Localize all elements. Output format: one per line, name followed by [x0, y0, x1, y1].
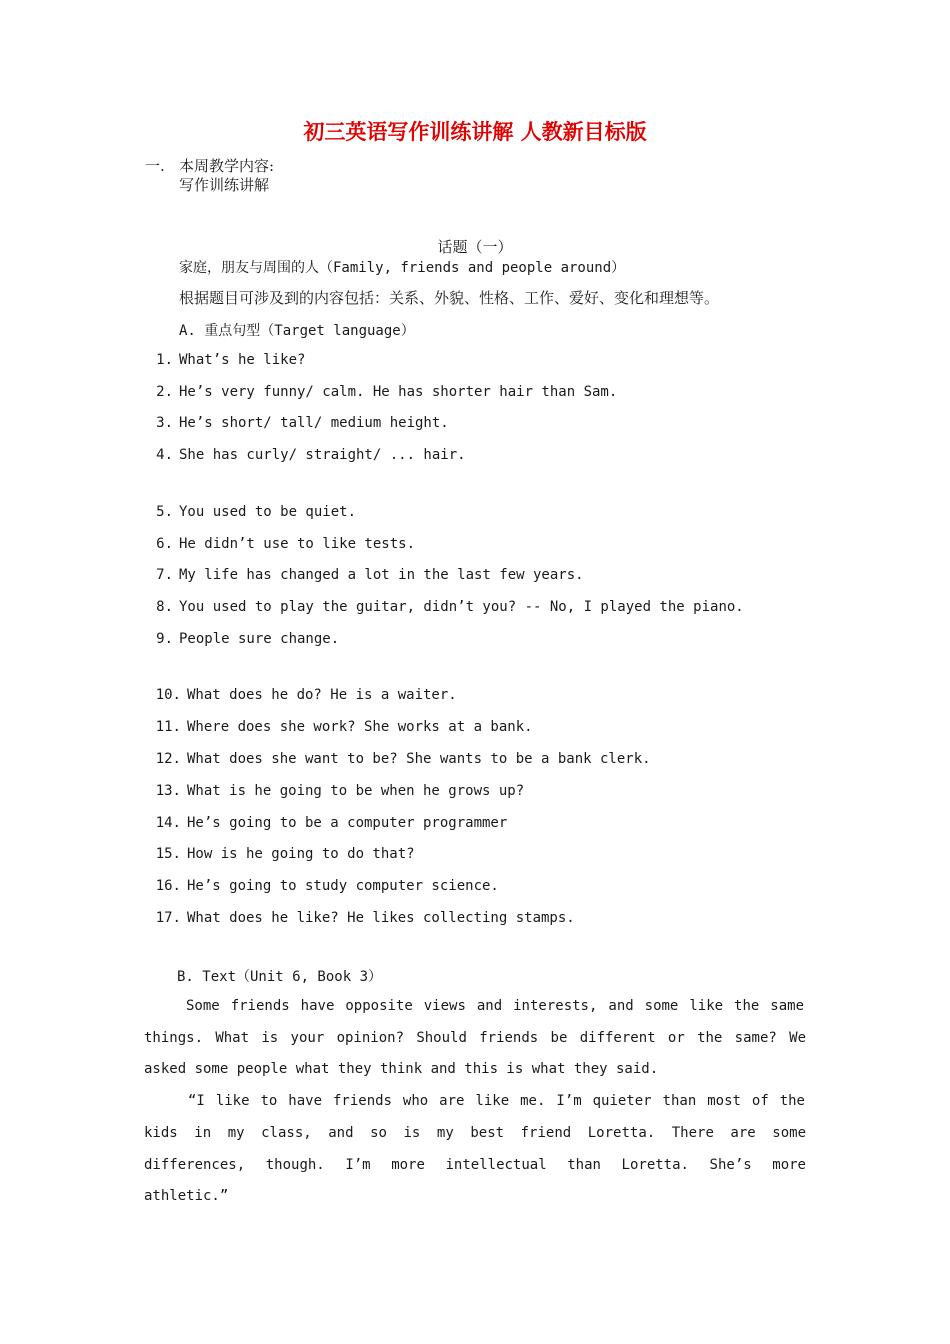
sentence-number: 8. — [156, 599, 173, 615]
section-heading: 本周教学内容: — [179, 157, 275, 175]
sentence-item — [147, 447, 466, 463]
part-b-heading: B. Text（Unit 6, Book 3） — [177, 969, 383, 985]
sentence-number: 17. — [155, 910, 181, 926]
sentence-item — [155, 910, 575, 926]
paragraph-text: Some friends have opposite views and interests, and some like the same — [186, 998, 804, 1014]
sentence-text: You used to play the guitar, didn’t you? -- No, I played the piano. — [179, 599, 744, 615]
paragraph-line: kids in my class, and so is my best friend Loretta. There are some — [144, 1125, 806, 1141]
sentence-number: 2. — [156, 384, 173, 400]
sentence-number: 5. — [156, 504, 173, 520]
sentence-text: He’s very funny/ calm. He has shorter hair than Sam. — [179, 384, 618, 400]
sentence-text: What is he going to be when he grows up? — [187, 783, 525, 799]
section-subheading: 写作训练讲解 — [179, 176, 270, 194]
sentence-text: What does he like? He likes collecting stamps. — [187, 910, 575, 926]
sentence-number: 13. — [155, 783, 181, 799]
sentence-number: 12. — [155, 751, 181, 767]
section-number: 一. — [145, 157, 165, 175]
sentence-text: He’s going to study computer science. — [187, 878, 499, 894]
paragraph-line: “I like to have friends who are like me. I’m quieter than most of the — [188, 1093, 805, 1109]
sentence-text: People sure change. — [179, 631, 340, 647]
sentence-item — [147, 352, 305, 368]
sentence-item — [147, 536, 415, 552]
sentence-item — [147, 415, 449, 431]
paragraph-line — [144, 998, 804, 1014]
sentence-text: You used to be quiet. — [179, 504, 357, 520]
topic-heading: 话题（一） — [437, 238, 513, 256]
sentence-number: 1. — [156, 352, 173, 368]
sentence-number: 9. — [156, 631, 173, 647]
sentence-item — [147, 599, 744, 615]
sentence-item — [147, 384, 617, 400]
sentence-item — [155, 878, 499, 894]
sentence-number: 15. — [155, 846, 181, 862]
sentence-text: My life has changed a lot in the last few years. — [179, 567, 584, 583]
sentence-number: 3. — [156, 415, 173, 431]
page-title: 初三英语写作训练讲解 人教新目标版 — [303, 119, 647, 144]
sentence-item — [155, 719, 533, 735]
topic-subtitle: 家庭，朋友与周围的人（Family, friends and people around） — [179, 260, 626, 276]
sentence-number: 10. — [155, 687, 181, 703]
sentence-item — [147, 631, 339, 647]
sentence-number: 4. — [156, 447, 173, 463]
sentence-text: What does she want to be? She wants to be a bank clerk. — [187, 751, 651, 767]
sentence-item — [155, 783, 524, 799]
sentence-text: What’s he like? — [179, 352, 306, 368]
sentence-item — [155, 687, 457, 703]
sentence-text: How is he going to do that? — [187, 846, 415, 862]
sentence-text: What does he do? He is a waiter. — [187, 687, 457, 703]
sentence-text: He’s going to be a computer programmer — [187, 815, 508, 831]
sentence-item — [155, 751, 651, 767]
part-a-heading: A. 重点句型（Target language） — [179, 323, 415, 339]
sentence-item — [155, 846, 415, 862]
sentence-number: 11. — [155, 719, 181, 735]
paragraph-line: things. What is your opinion? Should friends be different or the same? We — [144, 1030, 806, 1046]
sentence-text: She has curly/ straight/ ... hair. — [179, 447, 466, 463]
sentence-number: 7. — [156, 567, 173, 583]
sentence-item — [147, 567, 584, 583]
paragraph-line: asked some people what they think and this is what they said. — [144, 1061, 659, 1077]
sentence-text: Where does she work? She works at a bank. — [187, 719, 533, 735]
topic-description: 根据题目可涉及到的内容包括：关系、外貌、性格、工作、爱好、变化和理想等。 — [179, 289, 720, 307]
sentence-text: He didn’t use to like tests. — [179, 536, 416, 552]
sentence-item — [147, 504, 356, 520]
paragraph-line: differences, though. I’m more intellectual than Loretta. She’s more — [144, 1157, 806, 1173]
sentence-number: 16. — [155, 878, 181, 894]
sentence-text: He’s short/ tall/ medium height. — [179, 415, 449, 431]
sentence-item — [155, 815, 507, 831]
paragraph-line: athletic.” — [144, 1188, 229, 1204]
sentence-number: 14. — [155, 815, 181, 831]
sentence-number: 6. — [156, 536, 173, 552]
